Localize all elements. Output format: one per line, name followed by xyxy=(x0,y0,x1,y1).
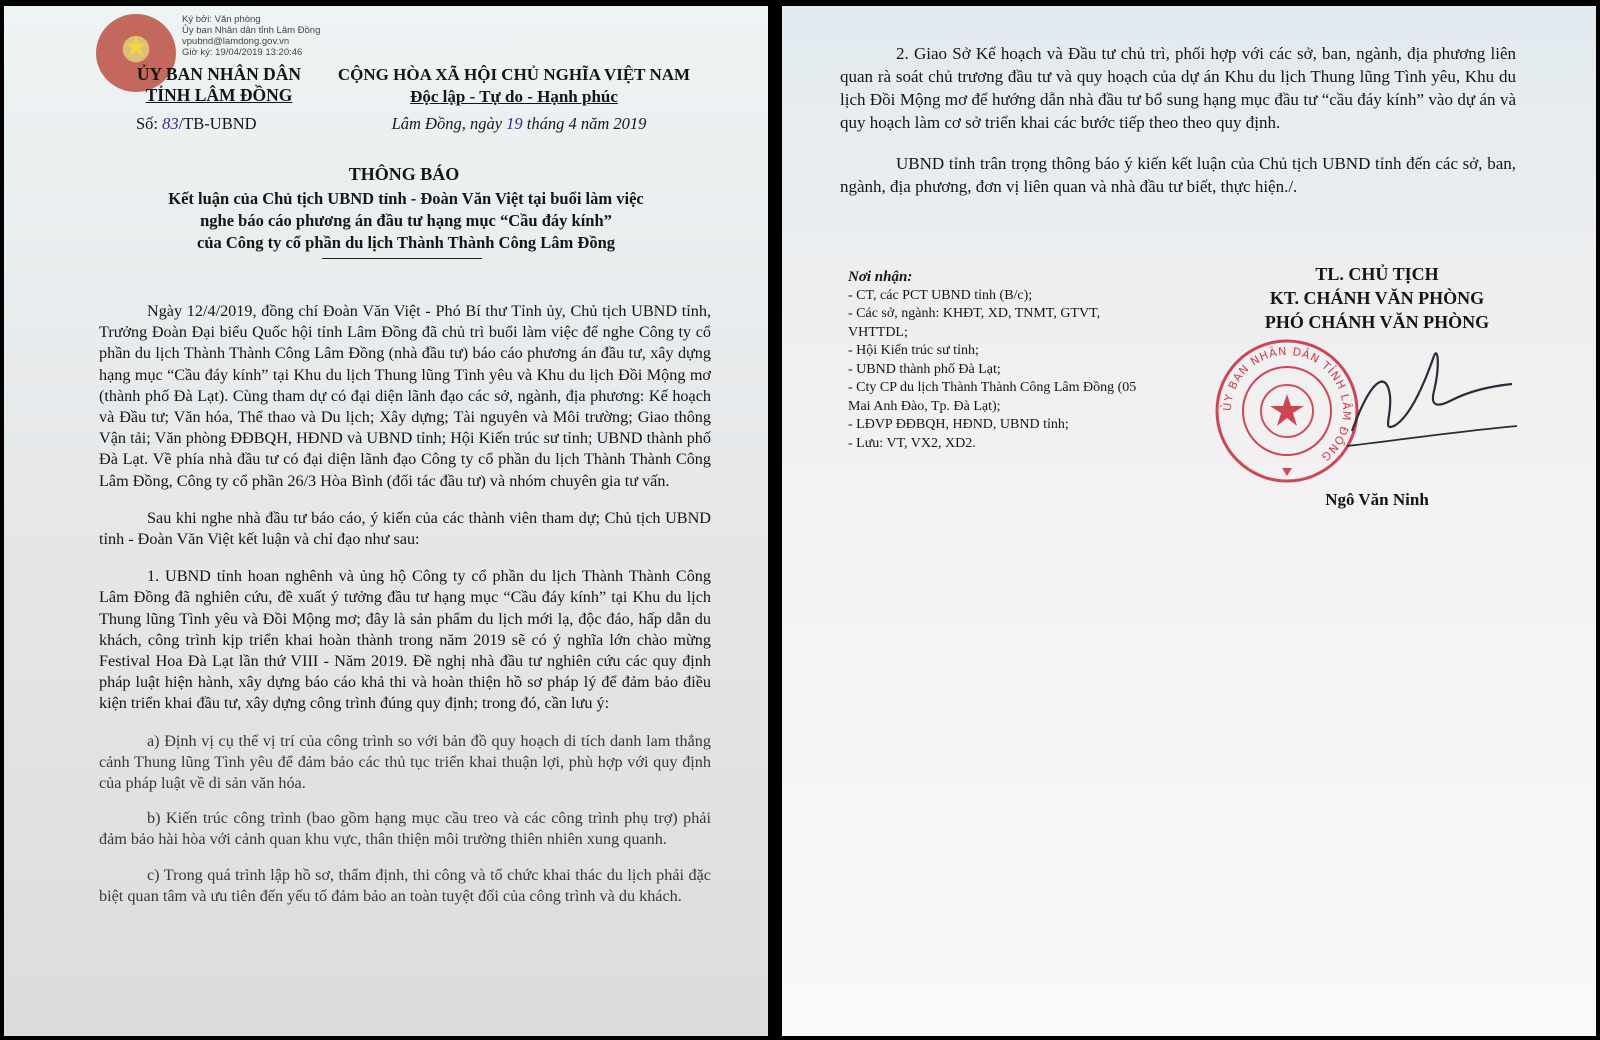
place-prefix: Lâm Đồng, ngày xyxy=(391,114,503,133)
national-motto xyxy=(314,64,714,108)
signature-block xyxy=(1232,262,1522,334)
signature-title-2: KT. CHÁNH VĂN PHÒNG xyxy=(1269,288,1485,308)
authority-line-2: TỈNH LÂM ĐỒNG xyxy=(145,85,293,105)
official-stamp-icon xyxy=(1212,336,1362,486)
recipient-item: - Các sở, ngành: KHĐT, XD, TNMT, GTVT, VHTTDL; xyxy=(848,306,1101,340)
doc-number-prefix: Số: xyxy=(136,114,159,133)
recipient-item: - Lưu: VT, VX2, XD2. xyxy=(848,435,976,451)
recipient-item: - LĐVP ĐĐBQH, HĐND, UBND tỉnh; xyxy=(848,417,1069,432)
signature-title-3: PHÓ CHÁNH VĂN PHÒNG xyxy=(1264,312,1490,332)
body-paragraph: 2. Giao Sở Kế hoạch và Đầu tư chủ trì, phối hợp với các sở, ban, ngành, địa phương liên quan rà soát chủ trương đầu tư và quy hoạch của dự án Khu du lịch Thung lũng Tình yêu, Khu du lịch Đồi Mộng mơ để hướng dẫn nhà đầu tư bổ sung hạng mục đầu tư “cầu đáy kính” vào dự án và quy hoạch làm cơ sở triển khai các bước tiếp theo theo quy định. xyxy=(840,44,1516,132)
recipient-item: - Hội Kiến trúc sư tỉnh; xyxy=(848,343,979,358)
title-divider xyxy=(322,258,482,259)
document-title: THÔNG BÁO xyxy=(348,164,460,184)
esign-line: Ủy ban Nhân dân tỉnh Lâm Đồng xyxy=(182,25,321,36)
esign-line: Ký bởi: Văn phòng xyxy=(182,14,261,25)
recipients-title: Nơi nhận: xyxy=(848,269,913,285)
body-paragraph: UBND tỉnh trân trọng thông báo ý kiến kết luận của Chủ tịch UBND tỉnh đến các sở, ban, ngành, địa phương, đơn vị liên quan và nhà đầu tư biết, thực hiện./. xyxy=(840,154,1516,196)
motto-line: Độc lập - Tự do - Hạnh phúc xyxy=(410,87,618,106)
document-number xyxy=(136,114,257,134)
body-paragraph: 1. UBND tỉnh hoan nghênh và ủng hộ Công ty cổ phần du lịch Thành Thành Công Lâm Đồng đã nghiên cứu, đề xuất ý tưởng đầu tư hạng mục “Cầu đáy kính” tại Khu du lịch Thung lũng Tình yêu và Đồi Mộng mơ; đây là sản phẩm du lịch mới lạ, độc đáo, hấp dẫn du khách, công trình kịp triển khai hoàn thành trong năm 2019 sẽ có ý nghĩa lớn chào mừng Festival Hoa Đà Lạt lần thứ VIII - Năm 2019. Đề nghị nhà đầu tư nghiên cứu các quy định pháp luật hiện hành, xây dựng báo cáo khả thi và hoàn thiện hồ sơ pháp lý để đảm bảo điều kiện triển khai đầu tư, xây dựng công trình đúng quy định; trong đó, cần lưu ý: xyxy=(99,567,711,713)
document-body-continued xyxy=(840,42,1516,216)
date-day: 19 xyxy=(506,114,523,133)
document-page-1 xyxy=(4,6,768,1036)
subtitle-line-3: của Công ty cổ phần du lịch Thành Thành Công Lâm Đồng xyxy=(197,233,615,252)
stamp-text: ỦY BAN NHÂN DÂN TỈNH LÂM ĐỒNG xyxy=(1220,344,1354,465)
document-subtitle xyxy=(96,188,716,254)
country-name: CỘNG HÒA XÃ HỘI CHỦ NGHĨA VIỆT NAM xyxy=(337,65,691,84)
document-body xyxy=(99,301,711,921)
signature-title-1: TL. CHỦ TỊCH xyxy=(1315,264,1439,284)
body-paragraph: b) Kiến trúc công trình (bao gồm hạng mục cầu treo và các công trình phụ trợ) phải đảm bảo hài hòa với cảnh quan khu vực, thân thiện môi trường thiên nhiên xung quanh. xyxy=(99,809,711,849)
esign-line: Giờ ký: 19/04/2019 13:20:46 xyxy=(182,47,303,58)
issuing-authority xyxy=(124,64,314,106)
body-paragraph: Sau khi nghe nhà đầu tư báo cáo, ý kiến của các thành viên tham dự; Chủ tịch UBND tỉnh - Đoàn Văn Việt kết luận và chỉ đạo như sau: xyxy=(99,508,711,549)
date-suffix: tháng 4 năm 2019 xyxy=(526,114,647,133)
body-paragraph: a) Định vị cụ thể vị trí của công trình so với bản đồ quy hoạch di tích danh lam thắng cảnh Thung lũng Tình yêu để đảm bảo các thủ tục triển khai thuận lợi, phù hợp với quy định của pháp luật về di sản văn hóa. xyxy=(99,731,711,793)
authority-line-1: ỦY BAN NHÂN DÂN xyxy=(136,64,302,84)
recipients-block xyxy=(848,268,1148,453)
signer-name: Ngô Văn Ninh xyxy=(1325,490,1429,509)
subtitle-line-1: Kết luận của Chủ tịch UBND tỉnh - Đoàn Văn Việt tại buổi làm việc xyxy=(168,189,644,208)
body-paragraph: c) Trong quá trình lập hồ sơ, thẩm định, thi công và tổ chức khai thác du lịch phải đặc biệt quan tâm và ưu tiên đến yếu tố đảm bảo an toàn tuyệt đối của công trình và du khách. xyxy=(99,865,711,905)
place-date xyxy=(369,114,669,134)
recipient-item: - CT, các PCT UBND tỉnh (B/c); xyxy=(848,287,1033,303)
doc-number-suffix: /TB-UBND xyxy=(178,114,257,133)
recipient-item: - Cty CP du lịch Thành Thành Công Lâm Đồng (05 Mai Anh Đào, Tp. Đà Lạt); xyxy=(848,380,1137,414)
document-page-2 xyxy=(782,6,1596,1036)
esign-line: vpubnd@lamdong.gov.vn xyxy=(182,36,290,47)
doc-number-value: 83 xyxy=(162,114,179,133)
body-paragraph: Ngày 12/4/2019, đồng chí Đoàn Văn Việt - Phó Bí thư Tỉnh ủy, Chủ tịch UBND tỉnh, Trưởng Đoàn Đại biểu Quốc hội tỉnh Lâm Đồng đã chủ trì buổi làm việc để nghe Công ty cổ phần du lịch Thành Thành Công Lâm Đồng (nhà đầu tư) báo cáo phương án đầu tư, xây dựng hạng mục “Cầu đáy kính” tại Khu du lịch Thung lũng Tình yêu và Khu du lịch Đồi Mộng mơ (thành phố Đà Lạt). Cùng tham dự có đại diện lãnh đạo các sở, ngành, địa phương: Kế hoạch và Đầu tư; Văn hóa, Thể thao và Du lịch; Xây dựng; Tài nguyên và Môi trường; Giao thông Vận tải; Văn phòng ĐĐBQH, HĐND và UBND tỉnh; Hội Kiến trúc sư tỉnh; UBND thành phố Đà Lạt. Về phía nhà đầu tư có đại diện lãnh đạo Công ty cổ phần du lịch Thành Thành Công Lâm Đồng, Công ty cổ phần 26/3 Hòa Bình (đối tác đầu tư) và nhóm chuyên gia tư vấn. xyxy=(99,302,711,490)
subtitle-line-2: nghe báo cáo phương án đầu tư hạng mục “Cầu đáy kính” xyxy=(200,211,612,230)
recipient-item: - UBND thành phố Đà Lạt; xyxy=(848,361,1001,377)
emblem-star-icon: ★ xyxy=(123,32,149,63)
handwritten-signature xyxy=(1342,336,1522,466)
digital-signature-info xyxy=(182,14,320,58)
